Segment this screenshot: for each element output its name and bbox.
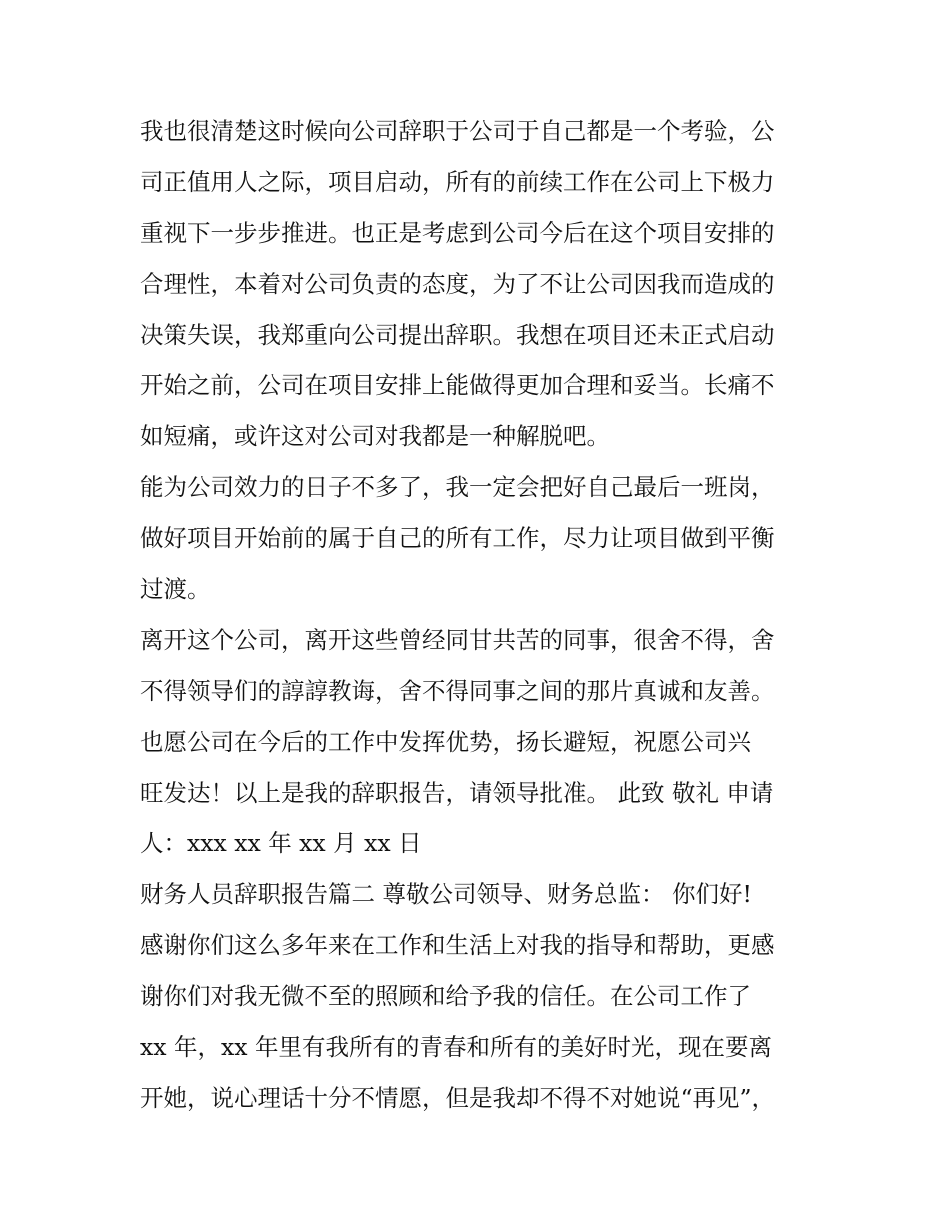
text-line-20: 开她，说心理话十分不情愿，但是我却不得不对她说“再见”， <box>140 1083 776 1112</box>
text-line-4: 合理性，本着对公司负责的态度，为了不让公司因我而造成的 <box>140 269 775 298</box>
text-line-5: 决策失误，我郑重向公司提出辞职。我想在项目还未正式启动 <box>140 320 775 349</box>
text-line-7: 如短痛，或许这对公司对我都是一种解脱吧。 <box>140 422 610 451</box>
text-line-17: 感谢你们这么多年来在工作和生活上对我的指导和帮助，更感 <box>140 931 775 960</box>
text-line-8: 能为公司效力的日子不多了，我一定会把好自己最后一班岗， <box>140 473 775 502</box>
text-line-19: xx 年，xx 年里有我所有的青春和所有的美好时光，现在要离 <box>140 1033 772 1062</box>
text-line-11: 离开这个公司，离开这些曾经同甘共苦的同事，很舍不得，舍 <box>140 625 775 654</box>
text-line-3: 重视下一步步推进。也正是考虑到公司今后在这个项目安排的 <box>140 218 775 247</box>
text-line-14: 旺发达！以上是我的辞职报告，请领导批准。 此致 敬礼 申请 <box>140 778 774 807</box>
text-line-9: 做好项目开始前的属于自己的所有工作，尽力让项目做到平衡 <box>140 524 775 553</box>
text-line-16: 财务人员辞职报告篇二 尊敬公司领导、财务总监： 你们好! <box>140 880 752 909</box>
text-line-12: 不得领导们的諄諄教诲，舍不得同事之间的那片真诚和友善。 <box>140 676 775 705</box>
text-line-2: 司正值用人之际，项目启动，所有的前续工作在公司上下极力 <box>140 167 775 196</box>
body-text <box>140 106 830 1124</box>
text-line-13: 也愿公司在今后的工作中发挥优势，扬长避短，祝愿公司兴 <box>140 727 751 756</box>
text-line-6: 开始之前，公司在项目安排上能做得更加合理和妥当。长痛不 <box>140 371 775 400</box>
text-line-1: 我也很清楚这时候向公司辞职于公司于自己都是一个考验，公 <box>140 117 775 145</box>
text-line-10: 过渡。 <box>140 575 211 604</box>
text-line-15: 人：xxx xx 年 xx 月 xx 日 <box>140 829 422 858</box>
text-line-18: 谢你们对我无微不至的照顾和给予我的信任。在公司工作了 <box>140 982 751 1011</box>
